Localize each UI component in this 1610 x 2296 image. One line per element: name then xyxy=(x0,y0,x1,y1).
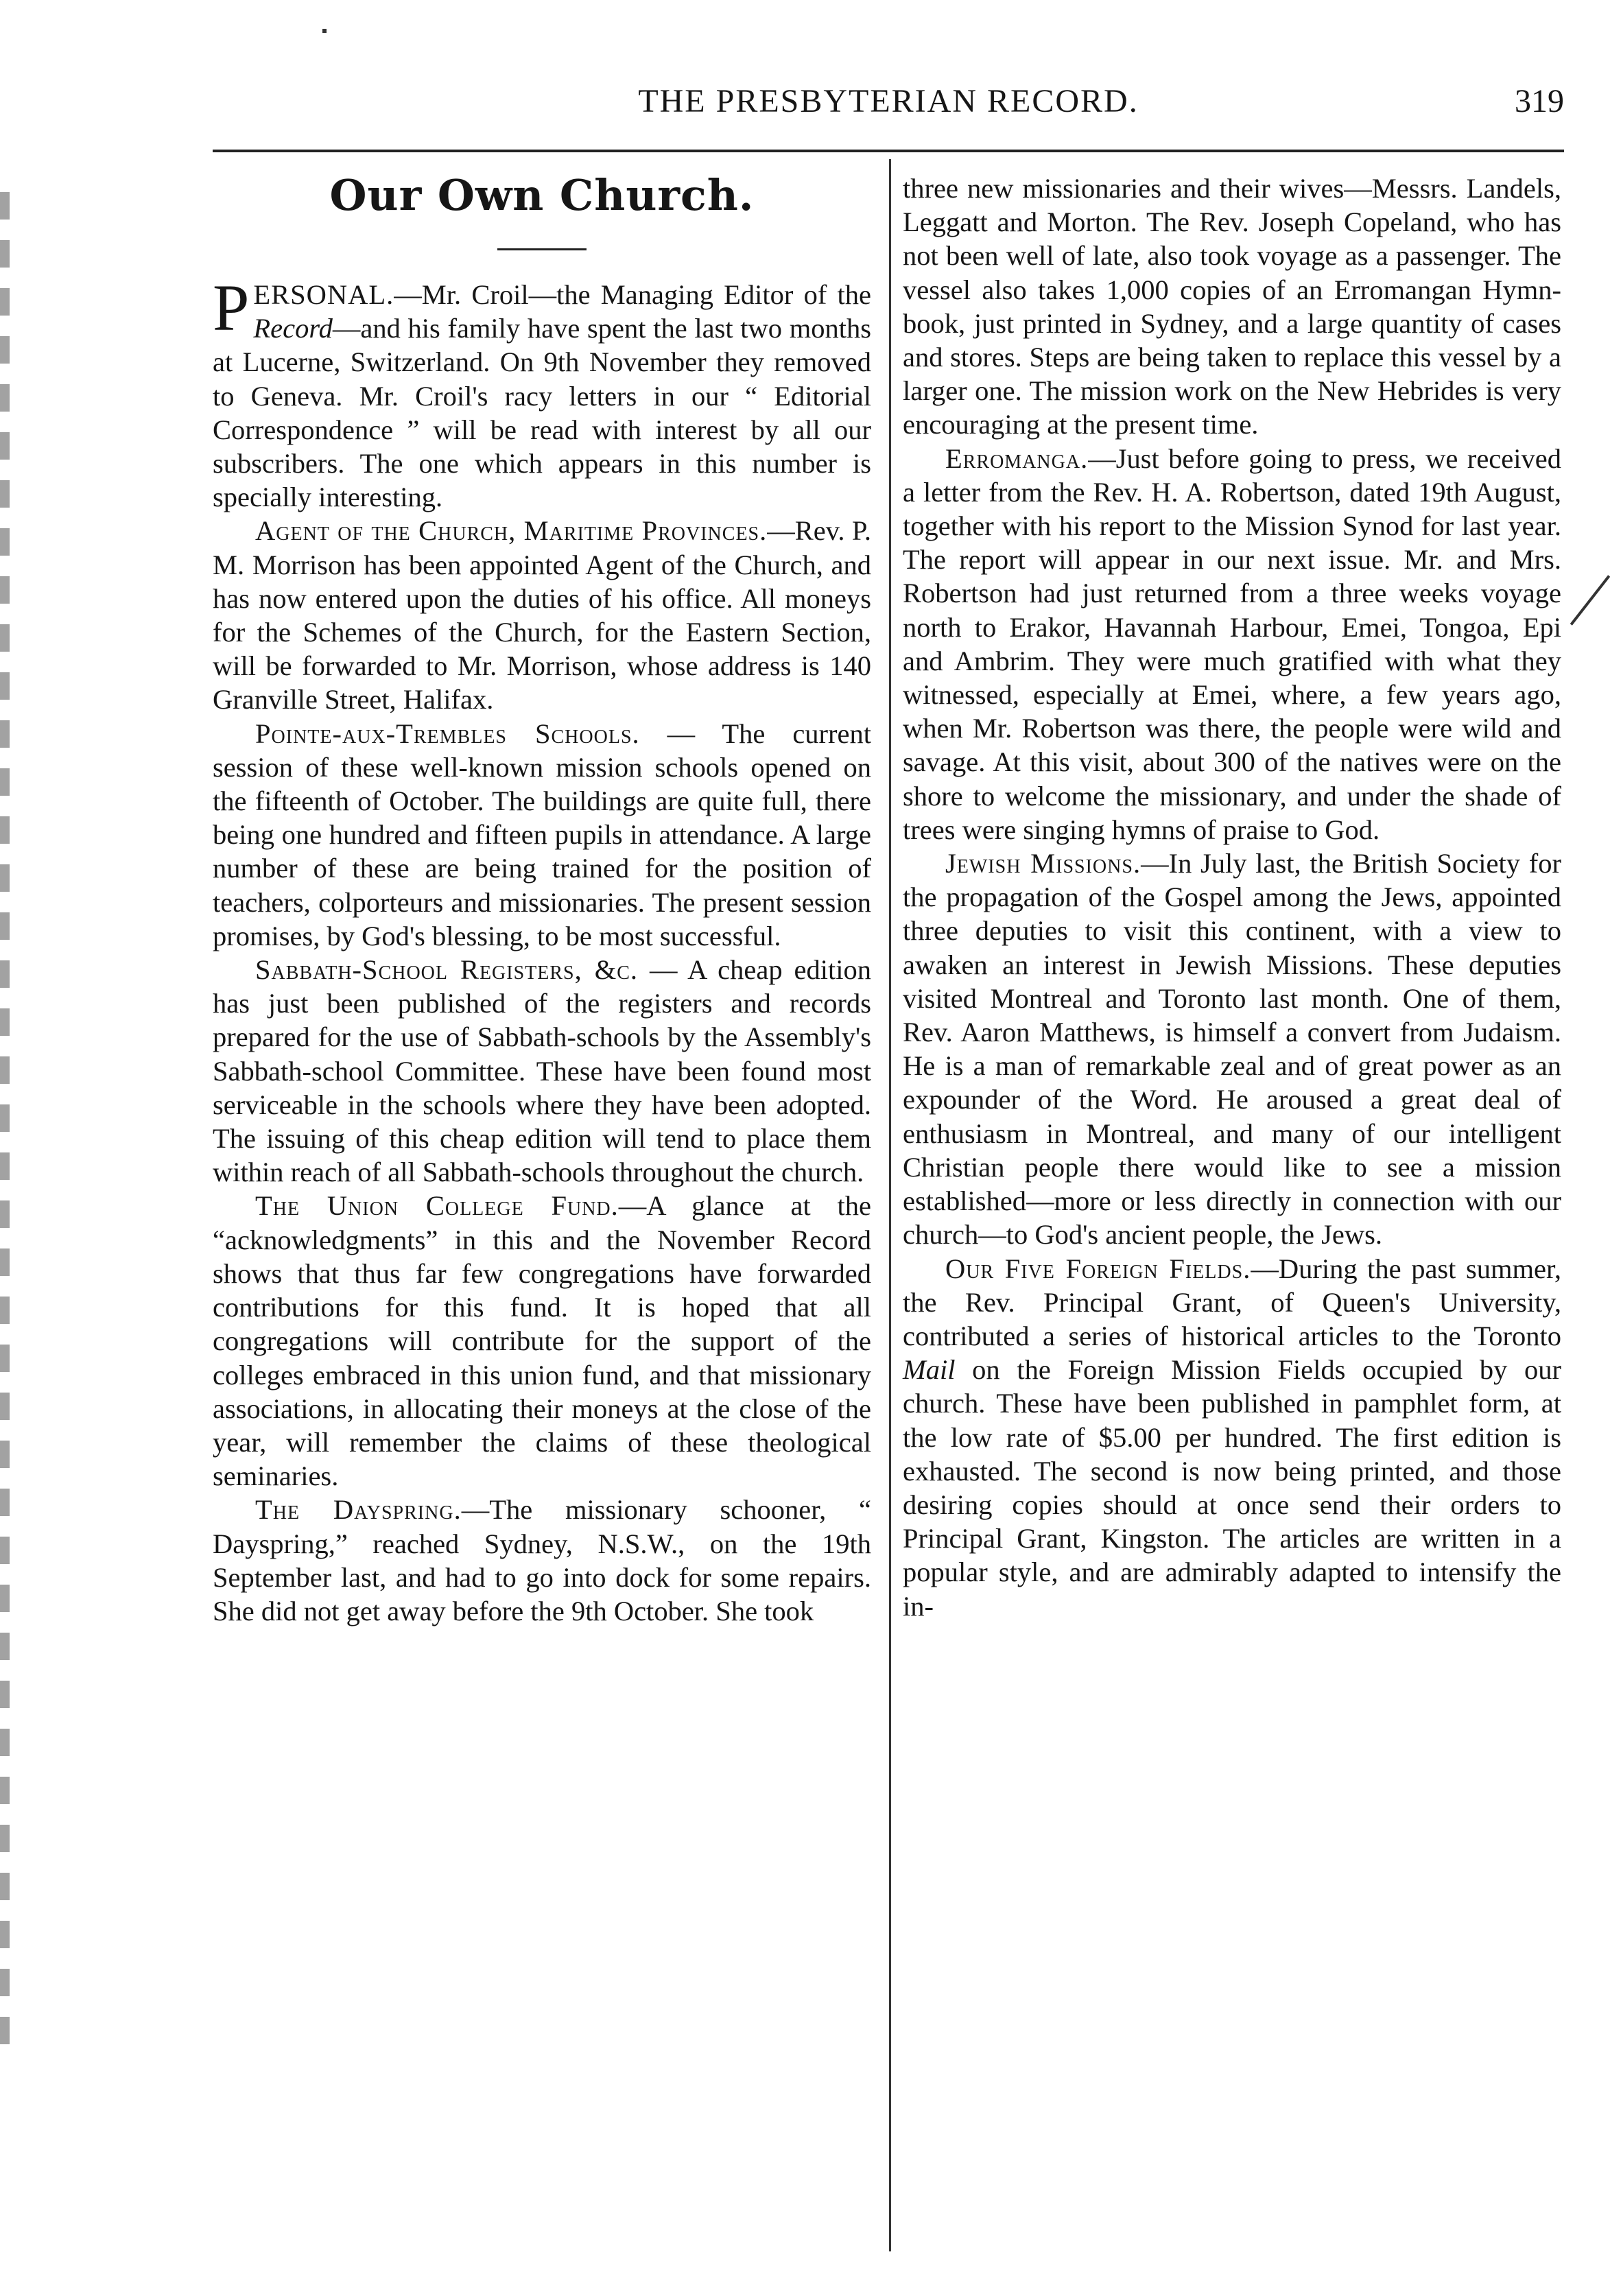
paragraph-dayspring xyxy=(213,1493,871,1628)
paragraph-lead: Erromanga. xyxy=(945,442,1089,474)
scan-edge-marks xyxy=(0,192,10,2044)
paragraph-union-college xyxy=(213,1189,871,1493)
paragraph-text: — The current session of these well-known mission schools opened on the fifteenth of October. The buildings are quite full, there being one hundred and fifteen pupils in attendance. A large number of these are being trained for the position of teachers, colporteurs and missionaries. The present session promises, by God's blessing, to be most successful. xyxy=(213,718,871,951)
paragraph-text: —A glance at the “acknowledgments” in this and the November Record shows that thus far few congregations have forwarded contributions for this fund. It is hoped that all congregations will contribute for the support of the colleges embraced in this union fund, and that missionary associations, in allocating their moneys at the close of the year, will remember the claims of these theological seminaries. xyxy=(213,1190,872,1492)
paragraph-pointe-aux-trembles xyxy=(213,717,871,953)
paragraph-text: on the Foreign Mission Fields occupied by our church. These have been published in pamphlet form, at the low rate of $5.00 per hundred. The first edition is exhausted. The second is now being printed, and those desiring copies should at once send their orders to Principal Grant, Kingston. The articles are written in a popular style, and are admirably adapted to intensify the in- xyxy=(903,1354,1561,1622)
heading-rule xyxy=(497,248,587,250)
paragraph-agent xyxy=(213,514,871,716)
paragraph-lead: Our Five Foreign Fields. xyxy=(945,1253,1251,1284)
paragraph-lead: ERSONAL. xyxy=(253,279,394,310)
header-rule xyxy=(213,150,1564,152)
scan-speck xyxy=(322,29,327,33)
paragraph-foreign-fields xyxy=(903,1252,1561,1623)
paragraph-text: —Rev. P. M. Morrison has been appointed Agent of the Church, and has now entered upon the duties of his office. All moneys for the Schemes of the Church, for the Eastern Section, will be forwarded to Mr. Morrison, whose address is 140 Granville Street, Halifax. xyxy=(213,515,871,715)
paragraph-personal xyxy=(213,271,871,514)
paragraph-lead: Pointe-aux-Trembles Schools. xyxy=(255,718,640,749)
paragraph-text: — A cheap edition has just been published of the registers and records prepared for the use of Sabbath-schools by the Assembly's Sabbath-school Committee. These have been found most serviceable in the schools where they have been adopted. The issuing of this cheap edition will tend to place them within reach of all Sabbath-schools throughout the church. xyxy=(213,954,871,1188)
paragraph-lead: Agent of the Church, Maritime Provinces. xyxy=(255,515,768,547)
page-header xyxy=(213,82,1564,130)
column-divider xyxy=(889,159,891,2251)
paragraph-lead: Jewish Missions. xyxy=(945,848,1141,879)
running-title: THE PRESBYTERIAN RECORD. xyxy=(638,83,1139,119)
paragraph-lead: The Dayspring. xyxy=(255,1494,462,1526)
paragraph-sabbath-school xyxy=(213,953,871,1189)
paragraph-text: —During the past summer, the Rev. Principal Grant, of Queen's University, contributed a series of historical articles to the Toronto xyxy=(903,1253,1561,1351)
paragraph-dayspring-continued: three new missionaries and their wives—Messrs. Landels, Leggatt and Morton. The Rev. Joseph Copeland, who has not been well of late, also took voyage as a passenger. The vessel also takes 1,000 copies of an Erromangan Hymn-book, just printed in Sydney, and a large quantity of cases and stores. Steps are being taken to replace this vessel by a larger one. The mission work on the New Hebrides is very encouraging at the present time. xyxy=(903,173,1561,440)
section-heading: Our Own Church. xyxy=(329,170,755,220)
paragraph-text: —The missionary schooner, “ Dayspring,” reached Sydney, N.S.W., on the 19th September last, and had to go into dock for some repairs. She did not get away before the 9th October. She took xyxy=(213,1494,871,1626)
paragraph-text: —In July last, the British Society for the propagation of the Gospel among the Jews, appointed three deputies to visit this continent, with a view to awaken an interest in Jewish Missions. These deputies visited Montreal and Toronto last month. One of them, Rev. Aaron Matthews, is himself a convert from Judaism. He is a man of remarkable zeal and of great power as an expounder of the Word. He aroused a great deal of enthusiasm in Montreal, and many of our intelligent Christian people there would like to see a mission established—more or less directly in connection with our church—to God's ancient people, the Jews. xyxy=(903,848,1561,1251)
paragraph-jewish-missions xyxy=(903,847,1561,1251)
right-column xyxy=(903,171,1561,1623)
paragraph-lead: Sabbath-School Registers, &c. xyxy=(255,954,639,986)
margin-pencil-mark xyxy=(1570,575,1610,625)
paragraph-text: —Just before going to press, we received a letter from the Rev. H. A. Robertson, dated 19th August, together with his report to the Mission Synod for last year. The report will appear in our next issue. Mr. and Mrs. Robertson had just returned from a three weeks voyage north to Erakor, Havannah Harbour, Emei, Tongoa, Epi and Ambrim. They were much gratified with what they witnessed, especially at Emei, where, a few years ago, when Mr. Robertson was there, the people were wild and savage. At this visit, about 300 of the natives were on the shore to welcome the missionary, and under the shade of trees were singing hymns of praise to God. xyxy=(903,442,1561,845)
paragraph-erromanga xyxy=(903,442,1561,847)
left-column xyxy=(213,171,871,1628)
italic-title: Mail xyxy=(903,1354,956,1386)
italic-title: Record xyxy=(253,313,333,344)
drop-cap: P xyxy=(213,271,250,344)
paragraph-text: —and his family have spent the last two months at Lucerne, Switzerland. On 9th November they removed to Geneva. Mr. Croil's racy letters in our “ Editorial Correspondence ” will be read with interest by all our subscribers. The one which appears in this number is specially interesting. xyxy=(213,313,871,513)
page-number: 319 xyxy=(1515,83,1564,119)
paragraph-lead: The Union College Fund. xyxy=(255,1190,619,1222)
paragraph-text: —Mr. Croil—the Managing Editor of the xyxy=(394,279,871,310)
